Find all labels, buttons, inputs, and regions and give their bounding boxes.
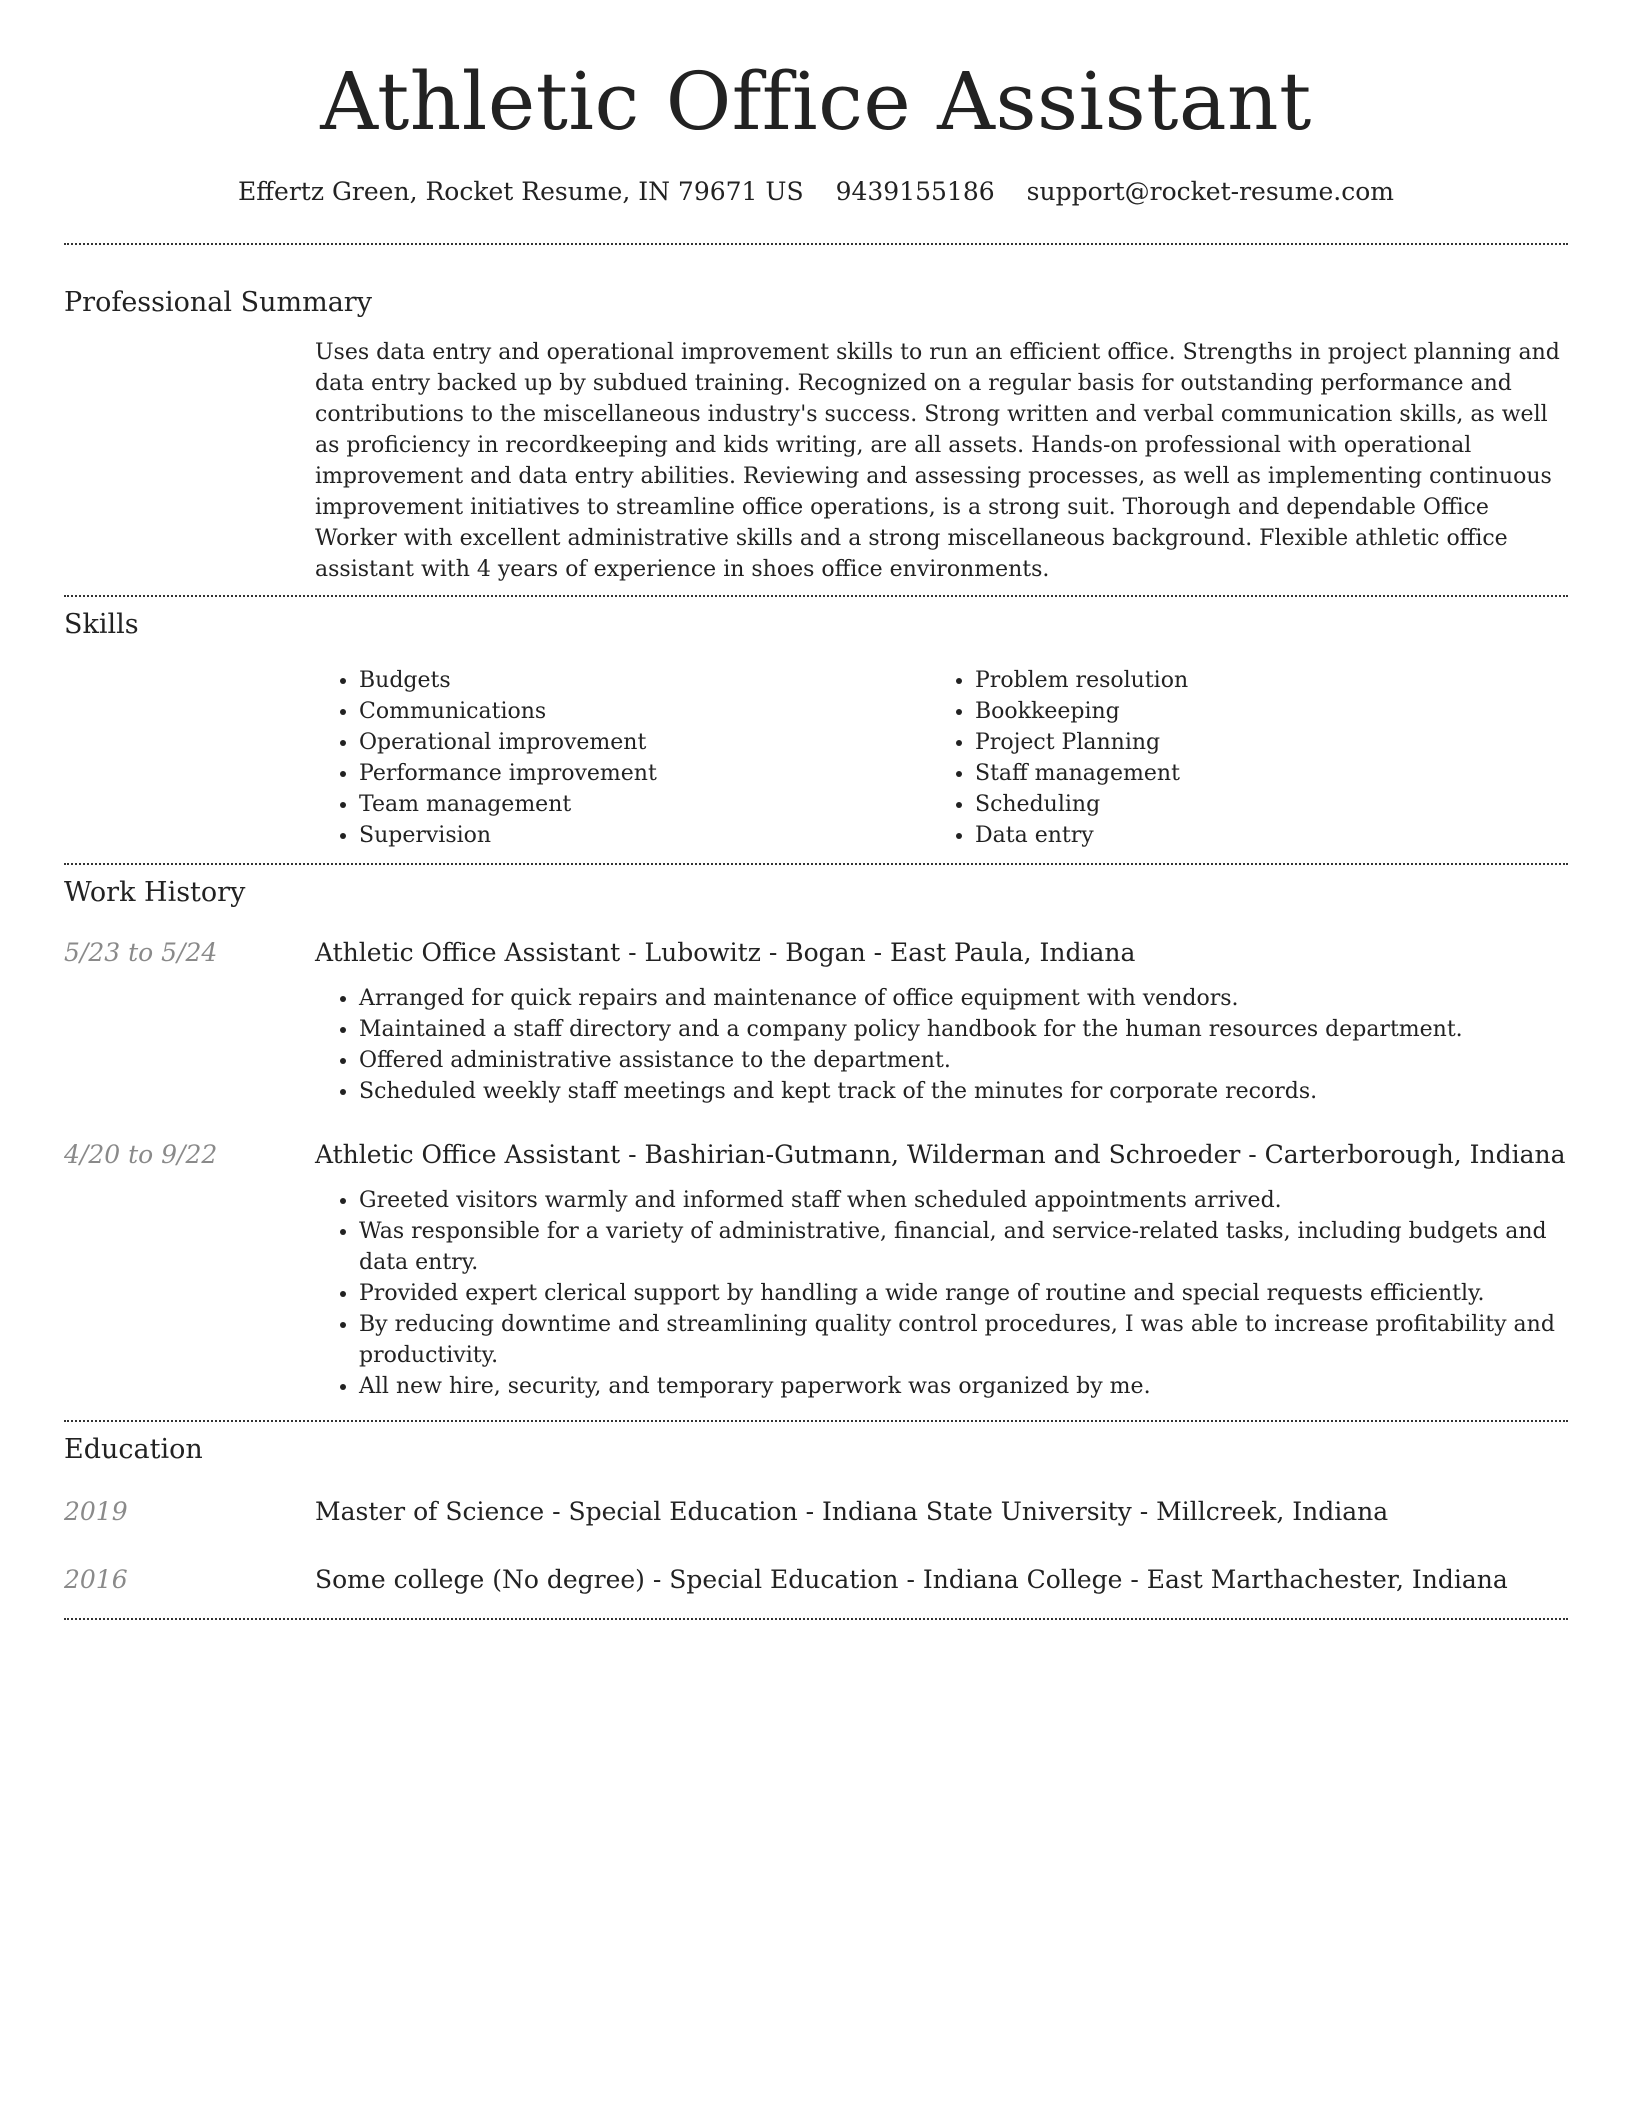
job-bullet: • Provided expert clerical support by handling a wide range of routine and special requests efficiently.: [359, 1278, 1568, 1309]
job-bullet: • By reducing downtime and streamlining quality control procedures, I was able to increase profitability and productivity.: [359, 1309, 1568, 1371]
skill-item: • Project Planning: [975, 727, 1547, 758]
job-body: [315, 935, 1568, 1107]
contact-phone: 9439155186: [835, 177, 995, 206]
skill-item: • Supervision: [359, 820, 931, 851]
job-bullet: • Was responsible for a variety of administrative, financial, and service-related tasks, including budgets and data entry.: [359, 1216, 1568, 1278]
divider: [64, 595, 1568, 597]
skill-item: • Problem resolution: [975, 665, 1547, 696]
skills-title: Skills: [64, 609, 139, 640]
contact-line: [64, 174, 1568, 210]
divider: [64, 1618, 1568, 1620]
summary-section: [64, 285, 1568, 585]
education-entry: [64, 1562, 1568, 1598]
education-school: - Special Education - Indiana State University - Millcreek, Indiana: [544, 1497, 1389, 1526]
job-employer: - Lubowitz - Bogan - East Paula, Indiana: [620, 938, 1136, 967]
job-heading: [315, 935, 1568, 971]
job-bullet: • Scheduled weekly staff meetings and kept track of the minutes for corporate records.: [359, 1076, 1568, 1107]
job-bullet: • Offered administrative assistance to the department.: [359, 1045, 1568, 1076]
skill-item: • Budgets: [359, 665, 931, 696]
education-school: - Special Education - Indiana College - East Marthachester, Indiana: [644, 1565, 1508, 1594]
skills-section: [64, 607, 1568, 851]
divider: [64, 1420, 1568, 1422]
job-bullets: [315, 983, 1568, 1107]
education-detail: [315, 1494, 1388, 1530]
education-entry: [64, 1494, 1568, 1530]
job-bullet: • Greeted visitors warmly and informed staff when scheduled appointments arrived.: [359, 1185, 1568, 1216]
summary-title: Professional Summary: [64, 287, 372, 318]
job-bullets: [315, 1185, 1568, 1402]
job-employer: - Bashirian-Gutmann, Wilderman and Schroeder - Carterborough, Indiana: [620, 1140, 1566, 1169]
work-history-section: [64, 875, 1568, 1420]
skill-item: • Team management: [359, 789, 931, 820]
education-section: [64, 1432, 1568, 1618]
resume-name-heading: Athletic Office Assistant: [320, 55, 1312, 148]
job-role: Athletic Office Assistant: [315, 938, 621, 967]
job-role: Athletic Office Assistant: [315, 1140, 621, 1169]
spacer: [64, 1402, 1568, 1420]
skill-item: • Operational improvement: [359, 727, 931, 758]
job-heading: [315, 1137, 1568, 1173]
education-degree: Some college (No degree): [315, 1565, 645, 1594]
divider: [64, 863, 1568, 865]
skill-item: • Scheduling: [975, 789, 1547, 820]
spacer: [64, 1598, 1568, 1618]
education-degree: Master of Science: [315, 1497, 545, 1526]
skill-item: • Staff management: [975, 758, 1547, 789]
skill-item: • Bookkeeping: [975, 696, 1547, 727]
job-dates: 5/23 to 5/24: [64, 938, 218, 967]
divider: [64, 243, 1568, 245]
skill-item: • Communications: [359, 696, 931, 727]
education-year: 2016: [64, 1565, 128, 1594]
job-bullet: • Maintained a staff directory and a company policy handbook for the human resources department.: [359, 1014, 1568, 1045]
skills-column-right: [931, 665, 1547, 851]
education-title: Education: [64, 1434, 203, 1465]
job-body: [315, 1137, 1568, 1402]
summary-text: Uses data entry and operational improvement skills to run an efficient office. Strengths in project planning and data entry backed up by subdued training. Recognized on a regular basis for outstanding performance and contributions to the miscellaneous industry's success. Strong written and verbal communication skills, as well as proficiency in recordkeeping and kids writing, are all assets. Hands-on professional with operational improvement and data entry abilities. Reviewing and assessing processes, as well as implementing continuous improvement initiatives to streamline office operations, is a strong suit. Thorough and dependable Office Worker with excellent administrative skills and a strong miscellaneous background. Flexible athletic office assistant with 4 years of experience in shoes office environments.: [315, 340, 1560, 582]
skill-item: • Data entry: [975, 820, 1547, 851]
education-detail: [315, 1562, 1508, 1598]
contact-email: support@rocket-resume.com: [1026, 177, 1394, 206]
work-history-title: Work History: [64, 877, 246, 908]
contact-address: Effertz Green, Rocket Resume, IN 79671 US: [238, 177, 804, 206]
skill-item: • Performance improvement: [359, 758, 931, 789]
skills-column-left: [315, 665, 931, 851]
job-bullet: • All new hire, security, and temporary paperwork was organized by me.: [359, 1371, 1568, 1402]
job-entry: [64, 1137, 1568, 1402]
education-year: 2019: [64, 1497, 128, 1526]
job-entry: [64, 935, 1568, 1107]
job-dates: 4/20 to 9/22: [64, 1140, 218, 1169]
skills-list: [315, 665, 1568, 851]
job-bullet: • Arranged for quick repairs and maintenance of office equipment with vendors.: [359, 983, 1568, 1014]
